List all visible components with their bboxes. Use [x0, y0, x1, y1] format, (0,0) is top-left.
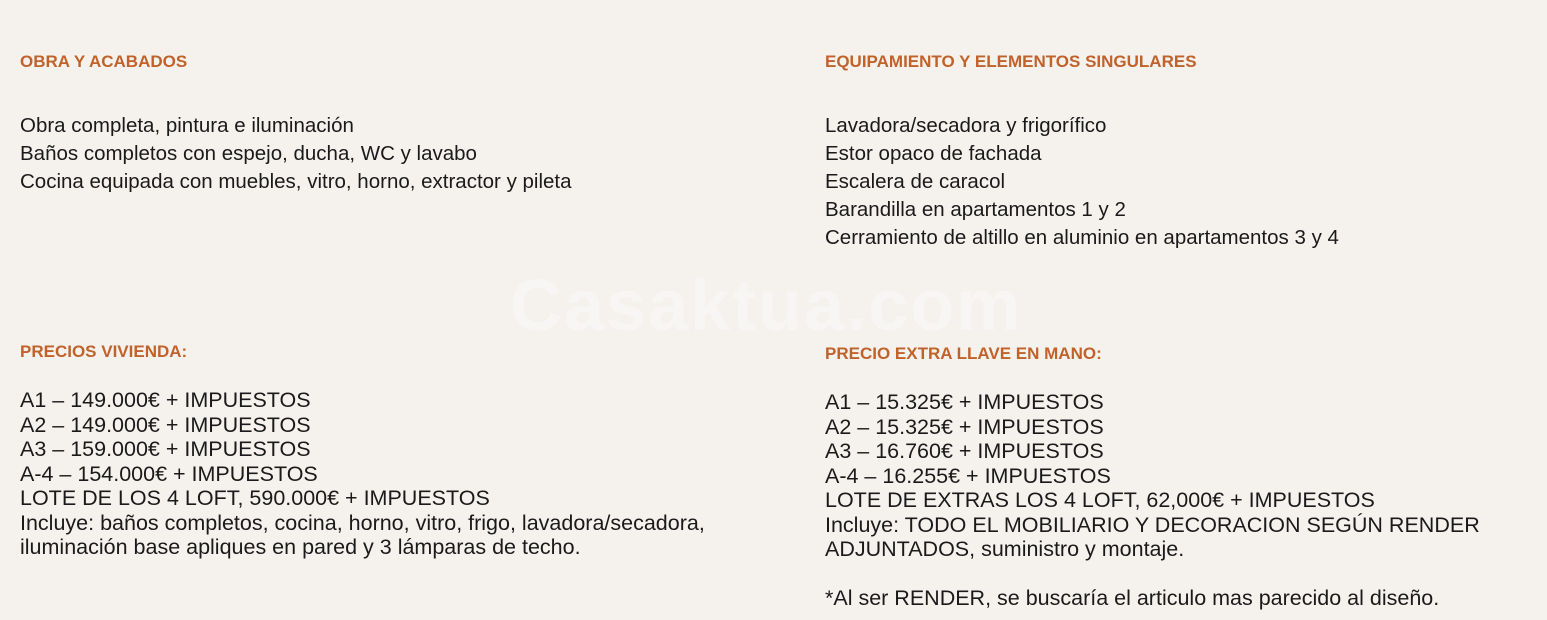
obra-item: Baños completos con espejo, ducha, WC y lavabo — [20, 142, 477, 165]
equipamiento-list — [825, 112, 1525, 252]
price-line: A1 – 15.325€ + IMPUESTOS — [825, 390, 1104, 414]
equipamiento-item: Lavadora/secadora y frigorífico — [825, 114, 1107, 137]
obra-heading: OBRA Y ACABADOS — [20, 52, 188, 71]
precios-vivienda-heading: PRECIOS VIVIENDA: — [20, 342, 188, 361]
precio-extra-list — [825, 390, 1543, 611]
precios-vivienda-list — [20, 388, 740, 560]
equipamiento-heading: EQUIPAMIENTO Y ELEMENTOS SINGULARES — [825, 52, 1197, 71]
equipamiento-item: Escalera de caracol — [825, 170, 1006, 193]
precios-vivienda-section — [20, 342, 760, 560]
equipamiento-item: Barandilla en apartamentos 1 y 2 — [825, 198, 1126, 221]
incluye-text: Incluye: TODO EL MOBILIARIO Y DECORACION SEGÚN RENDER ADJUNTADOS, suministro y montaje. — [825, 512, 1480, 561]
price-line: LOTE DE EXTRAS LOS 4 LOFT, 62,000€ + IMPUESTOS — [825, 488, 1375, 512]
equipamiento-item: Estor opaco de fachada — [825, 142, 1042, 165]
render-note: *Al ser RENDER, se buscaría el articulo mas parecido al diseño. — [825, 586, 1440, 610]
obra-acabados-section — [20, 52, 620, 196]
obra-list — [20, 112, 605, 196]
price-line: A3 – 159.000€ + IMPUESTOS — [20, 437, 311, 461]
price-line: A3 – 16.760€ + IMPUESTOS — [825, 439, 1104, 463]
price-line: LOTE DE LOS 4 LOFT, 590.000€ + IMPUESTOS — [20, 486, 490, 510]
watermark: Casaktua.com — [510, 266, 1023, 346]
equipamiento-item: Cerramiento de altillo en aluminio en apartamentos 3 y 4 — [825, 226, 1339, 249]
price-line: A-4 – 16.255€ + IMPUESTOS — [825, 463, 1111, 488]
precio-extra-heading: PRECIO EXTRA LLAVE EN MANO: — [825, 344, 1102, 363]
obra-item: Obra completa, pintura e iluminación — [20, 114, 354, 137]
price-line: A1 – 149.000€ + IMPUESTOS — [20, 388, 311, 412]
equipamiento-section — [825, 52, 1525, 252]
price-line: A2 – 15.325€ + IMPUESTOS — [825, 414, 1104, 439]
obra-item: Cocina equipada con muebles, vitro, horno, extractor y pileta — [20, 170, 572, 193]
price-line: A-4 – 154.000€ + IMPUESTOS — [20, 461, 318, 486]
price-line: A2 – 149.000€ + IMPUESTOS — [20, 412, 311, 437]
precio-extra-section — [825, 344, 1545, 611]
incluye-text: Incluye: baños completos, cocina, horno, vitro, frigo, lavadora/secadora, iluminación base apliques en pared y 3 lámparas de techo. — [20, 510, 705, 559]
